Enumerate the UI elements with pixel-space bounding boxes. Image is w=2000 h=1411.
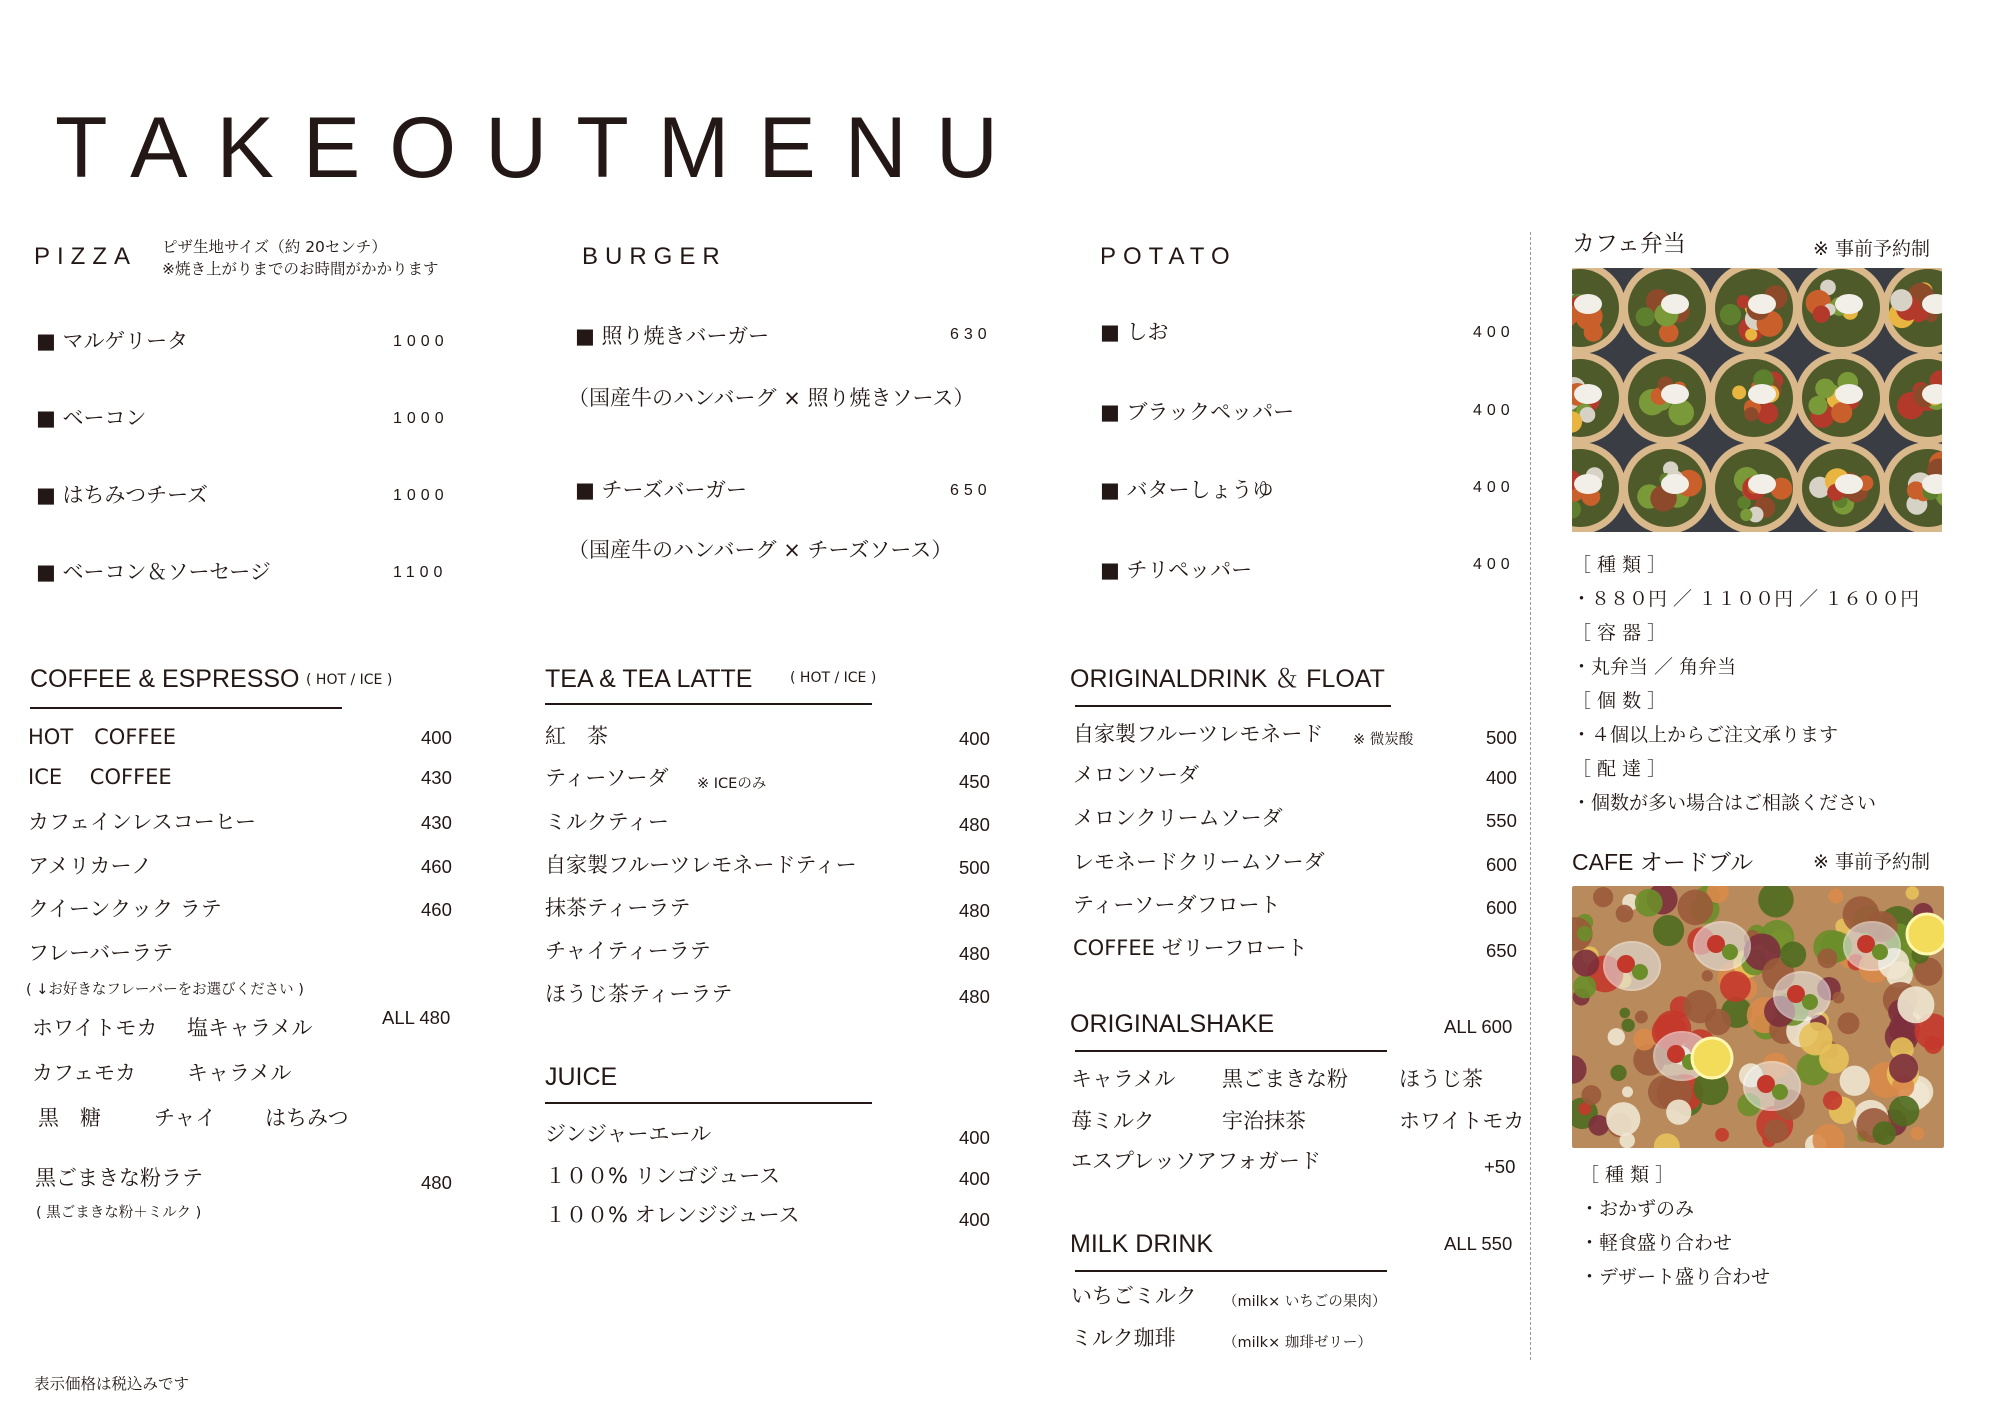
- bento-reserve-note: ※ 事前予約制: [1813, 238, 1930, 260]
- tea-heading: TEA & TEA LATTE: [545, 665, 753, 693]
- bento-info-line: ・丸弁当 ／ 角弁当: [1572, 656, 1737, 678]
- bento-info-line: ・個数が多い場合はご相談ください: [1572, 792, 1877, 814]
- coffee-item: ICE COFFEE: [28, 765, 172, 789]
- flavor-option: ホワイトモカ: [32, 1016, 158, 1040]
- hors-doeuvre-heading: CAFE オードブル: [1572, 849, 1754, 875]
- bento-info-line: ［ 種 類 ］: [1572, 554, 1667, 576]
- coffee-item: フレーバーラテ: [28, 941, 174, 965]
- hors-doeuvre-info-line: ［ 種 類 ］: [1580, 1164, 1675, 1186]
- juice-item: ジンジャーエール: [545, 1122, 712, 1146]
- shake-flavor: 黒ごまきな粉: [1222, 1067, 1348, 1091]
- tea-item: ほうじ茶ティーラテ: [545, 982, 733, 1006]
- milk-drink-heading: MILK DRINK: [1070, 1230, 1214, 1258]
- potato-heading: POTATO: [1100, 243, 1237, 270]
- shake-flavor: ほうじ茶: [1399, 1067, 1483, 1091]
- tea-item: チャイティーラテ: [545, 939, 711, 963]
- original-drink-price: 600: [1486, 897, 1517, 918]
- burger-item: ■ チーズバーガー: [575, 478, 748, 502]
- coffee-price: 400: [421, 727, 452, 748]
- original-drink-price: 500: [1486, 727, 1517, 748]
- original-drink-item: メロンクリームソーダ: [1073, 806, 1283, 830]
- column-divider: [1530, 232, 1531, 1360]
- flavor-option: 黒 糖: [38, 1106, 101, 1130]
- burger-description: （国産牛のハンバーグ × チーズソース）: [568, 538, 953, 562]
- burger-price: 630: [950, 326, 992, 343]
- original-drink-item: COFFEE ゼリーフロート: [1073, 936, 1308, 960]
- tea-hot-ice-tag: ( HOT / ICE ): [790, 670, 877, 686]
- tea-item: 紅 茶: [545, 724, 608, 748]
- bento-box-drawings: [1572, 268, 1942, 532]
- coffee-hot-ice-tag: ( HOT / ICE ): [306, 672, 393, 688]
- bento-info-line: ・４個以上からご注文承ります: [1572, 724, 1839, 746]
- bento-photo: [1572, 268, 1942, 532]
- tea-price: 400: [959, 728, 990, 749]
- pizza-price: 1100: [393, 564, 448, 581]
- coffee-item: クイーンクック ラテ: [28, 897, 222, 921]
- original-drink-item: 自家製フルーツレモネード: [1073, 722, 1324, 746]
- milk-drink-price: ALL 550: [1444, 1233, 1513, 1254]
- shake-flavor: キャラメル: [1071, 1067, 1176, 1091]
- coffee-price: 460: [421, 899, 452, 920]
- coffee-heading: COFFEE & ESPRESSO: [30, 665, 300, 693]
- original-drink-item: ティーソーダフロート: [1073, 893, 1281, 917]
- milk-drink-item: いちごミルク: [1071, 1284, 1197, 1308]
- potato-price: 400: [1473, 402, 1515, 419]
- sesame-latte-price: 480: [421, 1172, 452, 1193]
- juice-price: 400: [959, 1209, 990, 1230]
- tea-price: 480: [959, 943, 990, 964]
- juice-price: 400: [959, 1127, 990, 1148]
- coffee-price: 460: [421, 856, 452, 877]
- pizza-price: 1000: [393, 333, 449, 350]
- pizza-item: ■ はちみつチーズ: [36, 483, 209, 507]
- carbonation-note: ※ 微炭酸: [1353, 732, 1414, 748]
- flavor-option: カフェモカ: [32, 1061, 136, 1085]
- affogato-price: +50: [1484, 1156, 1516, 1177]
- affogato-item: エスプレッソアフォガード: [1071, 1149, 1321, 1173]
- tea-item: ティーソーダ: [545, 766, 669, 790]
- milk-drink-underline: [1075, 1270, 1387, 1272]
- potato-item: ■ チリペッパー: [1100, 558, 1253, 582]
- potato-price: 400: [1473, 556, 1515, 573]
- tea-price: 480: [959, 986, 990, 1007]
- original-drink-heading: ORIGINALDRINK ＆ FLOAT: [1070, 665, 1385, 693]
- tea-price: 450: [959, 771, 990, 792]
- shake-flavor: ホワイトモカ: [1399, 1109, 1525, 1133]
- flavor-option: キャラメル: [187, 1061, 292, 1085]
- tea-price: 500: [959, 857, 990, 878]
- juice-item: １００% オレンジジュース: [545, 1203, 800, 1227]
- hors-doeuvre-info-line: ・デザート盛り合わせ: [1580, 1266, 1771, 1288]
- milk-drink-note: （milk× いちごの果肉）: [1223, 1294, 1387, 1310]
- shake-heading: ORIGINALSHAKE: [1070, 1010, 1275, 1038]
- flavor-option: チャイ: [154, 1106, 217, 1130]
- pizza-item: ■ ベーコン: [36, 406, 147, 430]
- pizza-note-time: ※焼き上がりまでのお時間がかかります: [162, 260, 439, 278]
- potato-price: 400: [1473, 479, 1515, 496]
- milk-drink-note: （milk× 珈琲ゼリー）: [1223, 1335, 1372, 1351]
- pizza-heading: PIZZA: [34, 243, 138, 270]
- tea-price: 480: [959, 900, 990, 921]
- coffee-item: アメリカーノ: [28, 854, 153, 878]
- coffee-price: 430: [421, 767, 452, 788]
- juice-item: １００% リンゴジュース: [545, 1164, 781, 1188]
- flavor-option: 塩キャラメル: [187, 1016, 313, 1040]
- original-drink-item: レモネードクリームソーダ: [1073, 850, 1325, 874]
- potato-item: ■ バターしょうゆ: [1100, 478, 1274, 502]
- hors-doeuvre-photo: [1572, 886, 1944, 1148]
- shake-price: ALL 600: [1444, 1016, 1513, 1037]
- original-drink-price: 650: [1486, 940, 1517, 961]
- original-drink-item: メロンソーダ: [1073, 763, 1199, 787]
- burger-description: （国産牛のハンバーグ × 照り焼きソース）: [568, 386, 975, 410]
- potato-item: ■ ブラックペッパー: [1100, 400, 1295, 424]
- pizza-price: 1000: [393, 487, 449, 504]
- juice-underline: [545, 1102, 872, 1104]
- tea-item: 抹茶ティーラテ: [545, 896, 691, 920]
- pizza-item: ■ マルゲリータ: [36, 329, 189, 353]
- tea-underline: [545, 703, 872, 705]
- bento-heading: カフェ弁当: [1572, 230, 1686, 256]
- coffee-item: カフェインレスコーヒー: [28, 810, 256, 834]
- bento-info-line: ［ 配 達 ］: [1572, 758, 1667, 780]
- bento-info-line: ［ 容 器 ］: [1572, 622, 1667, 644]
- original-drink-price: 550: [1486, 810, 1517, 831]
- potato-price: 400: [1473, 324, 1515, 341]
- shake-underline: [1075, 1050, 1387, 1052]
- coffee-item: HOT COFFEE: [28, 725, 177, 749]
- original-drink-price: 600: [1486, 854, 1517, 875]
- coffee-underline: [30, 707, 342, 709]
- original-drink-price: 400: [1486, 767, 1517, 788]
- tea-item: ミルクティー: [545, 810, 669, 834]
- flavor-price: ALL 480: [382, 1007, 451, 1028]
- tea-ice-only-note: ※ ICEのみ: [697, 776, 767, 792]
- tea-item: 自家製フルーツレモネードティー: [545, 853, 857, 877]
- milk-drink-item: ミルク珈琲: [1071, 1326, 1176, 1350]
- bento-info-line: ・８８０円 ／ １１００円 ／ １６００円: [1572, 588, 1920, 610]
- flavor-note: ( ↓お好きなフレーバーをお選びください ): [26, 982, 304, 998]
- burger-price: 650: [950, 482, 992, 499]
- juice-price: 400: [959, 1168, 990, 1189]
- burger-heading: BURGER: [582, 243, 727, 270]
- page-title: TAKEOUTMENU: [55, 100, 1027, 196]
- coffee-price: 430: [421, 812, 452, 833]
- original-drink-underline: [1075, 705, 1391, 707]
- hors-doeuvre-info-line: ・おかずのみ: [1580, 1198, 1695, 1220]
- burger-item: ■ 照り焼きバーガー: [575, 324, 770, 348]
- potato-item: ■ しお: [1100, 320, 1169, 344]
- shake-flavor: 苺ミルク: [1071, 1109, 1155, 1133]
- sesame-latte-item: 黒ごまきな粉ラテ: [35, 1166, 203, 1190]
- pizza-price: 1000: [393, 410, 449, 427]
- hors-doeuvre-reserve-note: ※ 事前予約制: [1813, 851, 1930, 873]
- pizza-item: ■ ベーコン＆ソーセージ: [36, 560, 271, 584]
- shake-flavor: 宇治抹茶: [1222, 1109, 1306, 1133]
- tax-included-note: 表示価格は税込みです: [34, 1375, 190, 1393]
- flavor-option: はちみつ: [265, 1106, 349, 1130]
- tea-price: 480: [959, 814, 990, 835]
- pizza-note-size: ピザ生地サイズ（約 20センチ）: [162, 238, 387, 256]
- bento-info-line: ［ 個 数 ］: [1572, 690, 1667, 712]
- sesame-latte-note: ( 黒ごまきな粉＋ミルク ): [36, 1205, 202, 1221]
- juice-heading: JUICE: [545, 1063, 618, 1091]
- hors-doeuvre-info-line: ・軽食盛り合わせ: [1580, 1232, 1733, 1254]
